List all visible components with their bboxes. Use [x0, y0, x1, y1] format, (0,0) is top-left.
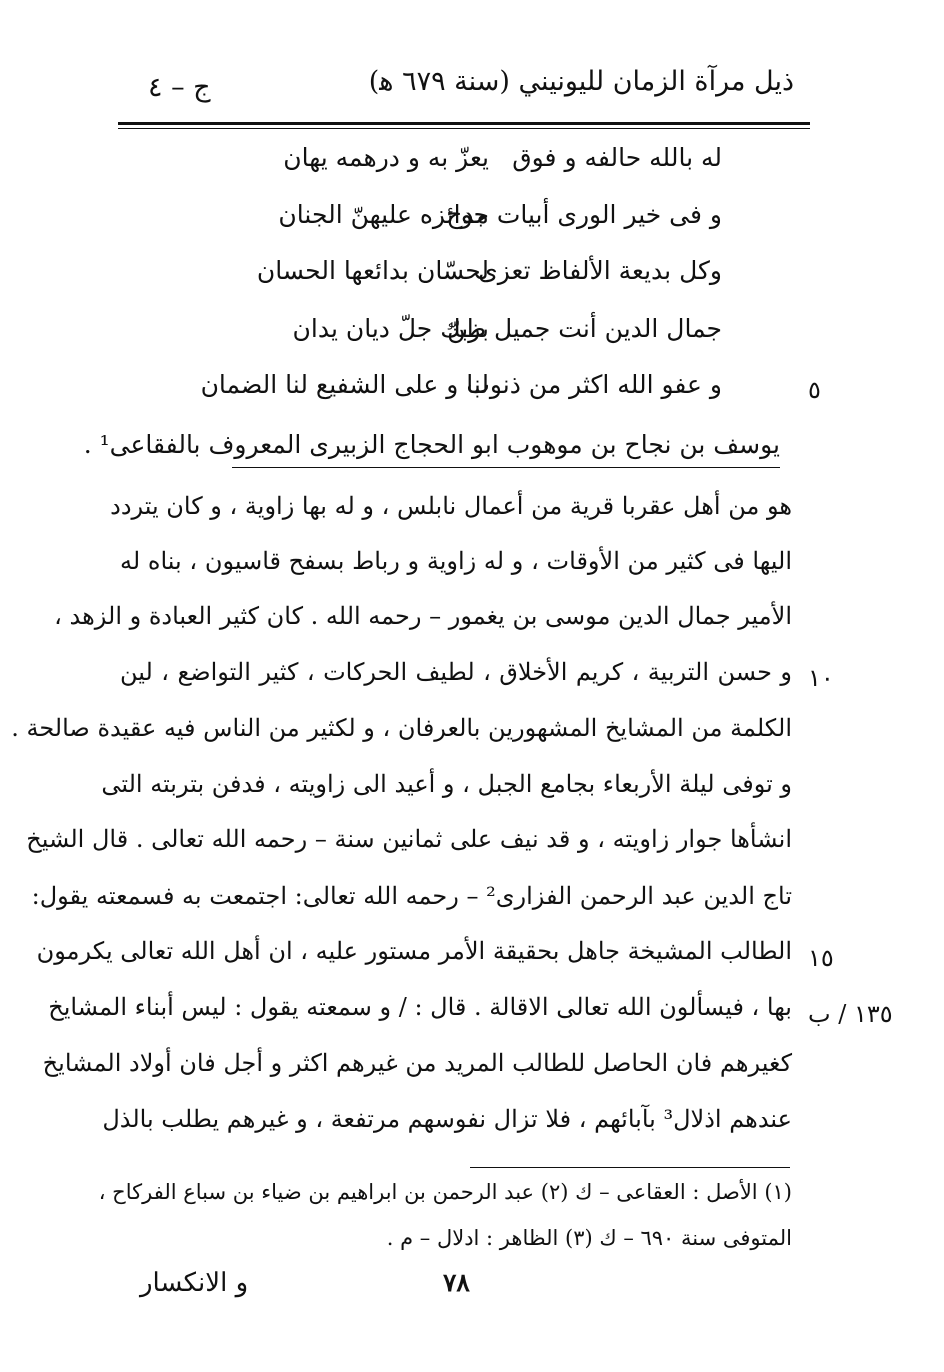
verse-2-first-hemistich: و فى خير الورى أبيات مدح — [446, 200, 722, 229]
verse-4-first-hemistich: جمال الدين أنت جميل ظنّ — [447, 314, 722, 343]
verse-3-second-hemistich: لحسّان بدائعها الحسان — [256, 256, 489, 285]
body-line-8: تاج الدين عبد الرحمن الفزارى² – رحمه الله تعالى: اجتمعت به فسمعته يقول: — [31, 882, 792, 910]
body-line-10: بها ، فيسألون الله تعالى الاقالة . قال : / و سمعته يقول : ليس أبناء المشايخ — [48, 993, 792, 1021]
folio-marker: ١٣٥ / ب — [808, 1000, 893, 1028]
body-line-6: و توفى ليلة الأربعاء بجامع الجبل ، و أعيد الى زاويته ، فدفن بتربته التى — [101, 770, 792, 798]
body-line-3: الأمير جمال الدين موسى بن يغمور – رحمه الله . كان كثير العبادة و الزهد ، — [54, 602, 792, 630]
verse-1-second-hemistich: يعزّ به و درهمه يهان — [283, 143, 489, 172]
body-line-9: الطالب المشيخة جاهل بحقيقة الأمر مستور عليه ، ان أهل الله تعالى يكرمون — [36, 937, 792, 965]
volume-label: ج – ٤ — [148, 72, 211, 103]
verse-5-second-hemistich: لنا و على الشفيع لنا الضمان — [200, 370, 489, 399]
verse-3-first-hemistich: وكل بديعة الألفاظ تعزى — [478, 256, 722, 285]
body-line-12: عندهم اذلال³ بآبائهم ، فلا تزال نفوسهم مرتفعة ، و غيرهم يطلب بالذل — [102, 1105, 792, 1133]
body-line-5: الكلمة من المشايخ المشهورين بالعرفان ، و لكثير من الناس فيه عقيدة صالحة . — [11, 714, 792, 742]
page-number: ٧٨ — [443, 1268, 470, 1297]
catchword: و الانكسار — [140, 1268, 249, 1298]
body-line-4: و حسن التربية ، كريم الأخلاق ، لطيف الحركات ، كثير التواضع ، لين — [120, 658, 792, 686]
verse-2-second-hemistich: جوائزه عليهنّ الجنان — [278, 200, 489, 229]
verse-1-first-hemistich: له بالله حالفه و فوق — [512, 143, 722, 172]
header-rule-thin — [118, 128, 810, 129]
body-line-2: اليها فى كثير من الأوقات ، و له زاوية و رباط بسفح قاسيون ، بناه له — [120, 547, 792, 575]
line-number-5: ٥ — [808, 376, 821, 404]
verse-5-first-hemistich: و عفو الله اكثر من ذنوب — [466, 370, 722, 399]
body-line-11: كغيرهم فان الحاصل للطالب المريد من غيرهم اكثر و أجل فان أولاد المشايخ — [42, 1049, 792, 1077]
body-line-7: انشأها جوار زاويته ، و قد نيف على ثمانين سنة – رحمه الله تعالى . قال الشيخ — [26, 825, 792, 853]
biography-heading: يوسف بن نجاح بن موهوب ابو الحجاج الزبيرى المعروف بالفقاعى¹ . — [83, 430, 780, 459]
footnote-rule — [470, 1167, 790, 1168]
footnote-line-2: المتوفى سنة ٦٩٠ – ك (٣) الظاهر : ادلال – م . — [386, 1226, 792, 1250]
header-rule-thick — [118, 122, 810, 125]
verse-4-second-hemistich: بربك جلّ ديان يدان — [292, 314, 489, 343]
line-number-15: ١٥ — [808, 944, 834, 972]
heading-underline — [232, 467, 780, 468]
body-line-1: هو من أهل عقربا قرية من أعمال نابلس ، و له بها زاوية ، و كان يتردد — [110, 492, 792, 520]
line-number-10: ١٠ — [808, 664, 834, 692]
footnote-line-1: (١) الأصل : العقاعى – ك (٢) عبد الرحمن بن ابراهيم بن ضياء بن سباع الفركاح ، — [98, 1180, 792, 1204]
running-title: ذيل مرآة الزمان لليونيني (سنة ٦٧٩ ﻫ) — [368, 66, 794, 97]
